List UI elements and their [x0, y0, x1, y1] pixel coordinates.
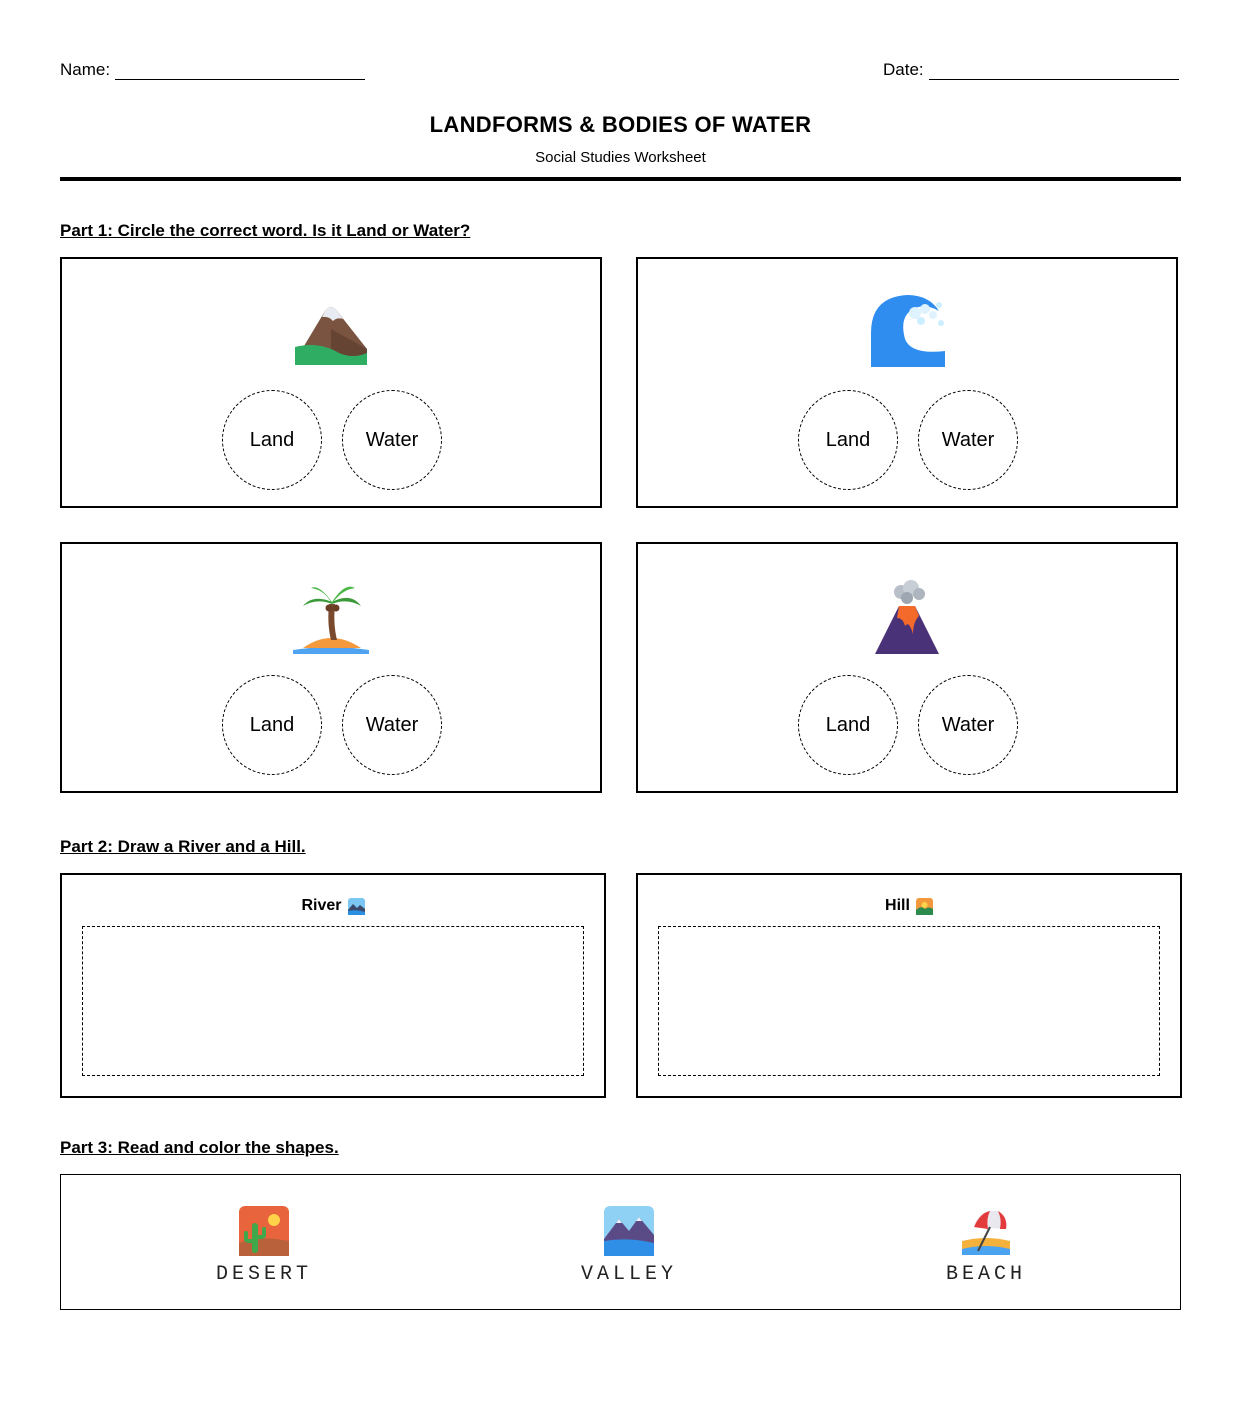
date-field — [883, 60, 1179, 80]
land-water-card — [636, 257, 1178, 508]
land-water-card — [636, 542, 1178, 793]
wave-icon — [865, 289, 949, 373]
draw-label: Hill — [885, 897, 910, 914]
name-date-row — [60, 60, 1181, 80]
page-subtitle: Social Studies Worksheet — [535, 149, 706, 166]
water-option-circle[interactable]: Water — [342, 675, 442, 775]
shape-item-valley[interactable] — [539, 1205, 719, 1286]
valley-icon — [603, 1205, 655, 1257]
color-shapes-box — [60, 1174, 1181, 1310]
island-icon — [289, 574, 373, 658]
header-divider — [60, 177, 1181, 181]
page-title: LANDFORMS & BODIES OF WATER — [429, 112, 812, 137]
water-option-circle[interactable]: Water — [918, 390, 1018, 490]
part3-heading: Part 3: Read and color the shapes. — [60, 1138, 339, 1157]
river-landscape-icon — [348, 898, 365, 915]
hill-drawing-area[interactable] — [658, 926, 1160, 1076]
land-option-circle[interactable]: Land — [222, 675, 322, 775]
part2-heading: Part 2: Draw a River and a Hill. — [60, 837, 306, 856]
shape-word: DESERT — [215, 1263, 312, 1286]
desert-icon — [238, 1205, 290, 1257]
land-option-circle[interactable]: Land — [798, 390, 898, 490]
name-field — [60, 60, 365, 80]
part1-heading: Part 1: Circle the correct word. Is it Land or Water? — [60, 221, 471, 240]
draw-title — [638, 897, 1180, 915]
land-option-circle[interactable]: Land — [222, 390, 322, 490]
date-blank-line[interactable] — [929, 65, 1179, 80]
shape-word: VALLEY — [580, 1263, 677, 1286]
river-drawing-area[interactable] — [82, 926, 584, 1076]
volcano-icon — [865, 574, 949, 658]
name-label: Name: — [60, 60, 111, 79]
shape-item-beach[interactable] — [896, 1205, 1076, 1286]
water-option-circle[interactable]: Water — [342, 390, 442, 490]
land-option-circle[interactable]: Land — [798, 675, 898, 775]
draw-title — [62, 897, 604, 915]
mountain-icon — [289, 289, 373, 373]
hill-draw-card — [636, 873, 1182, 1098]
beach-umbrella-icon — [960, 1205, 1012, 1257]
land-water-card — [60, 257, 602, 508]
shape-word: BEACH — [945, 1263, 1026, 1286]
shape-item-desert[interactable] — [174, 1205, 354, 1286]
sunrise-hills-icon — [916, 898, 933, 915]
name-blank-line[interactable] — [115, 65, 365, 80]
date-label: Date: — [883, 60, 924, 79]
land-water-card — [60, 542, 602, 793]
water-option-circle[interactable]: Water — [918, 675, 1018, 775]
river-draw-card — [60, 873, 606, 1098]
draw-label: River — [301, 897, 342, 914]
